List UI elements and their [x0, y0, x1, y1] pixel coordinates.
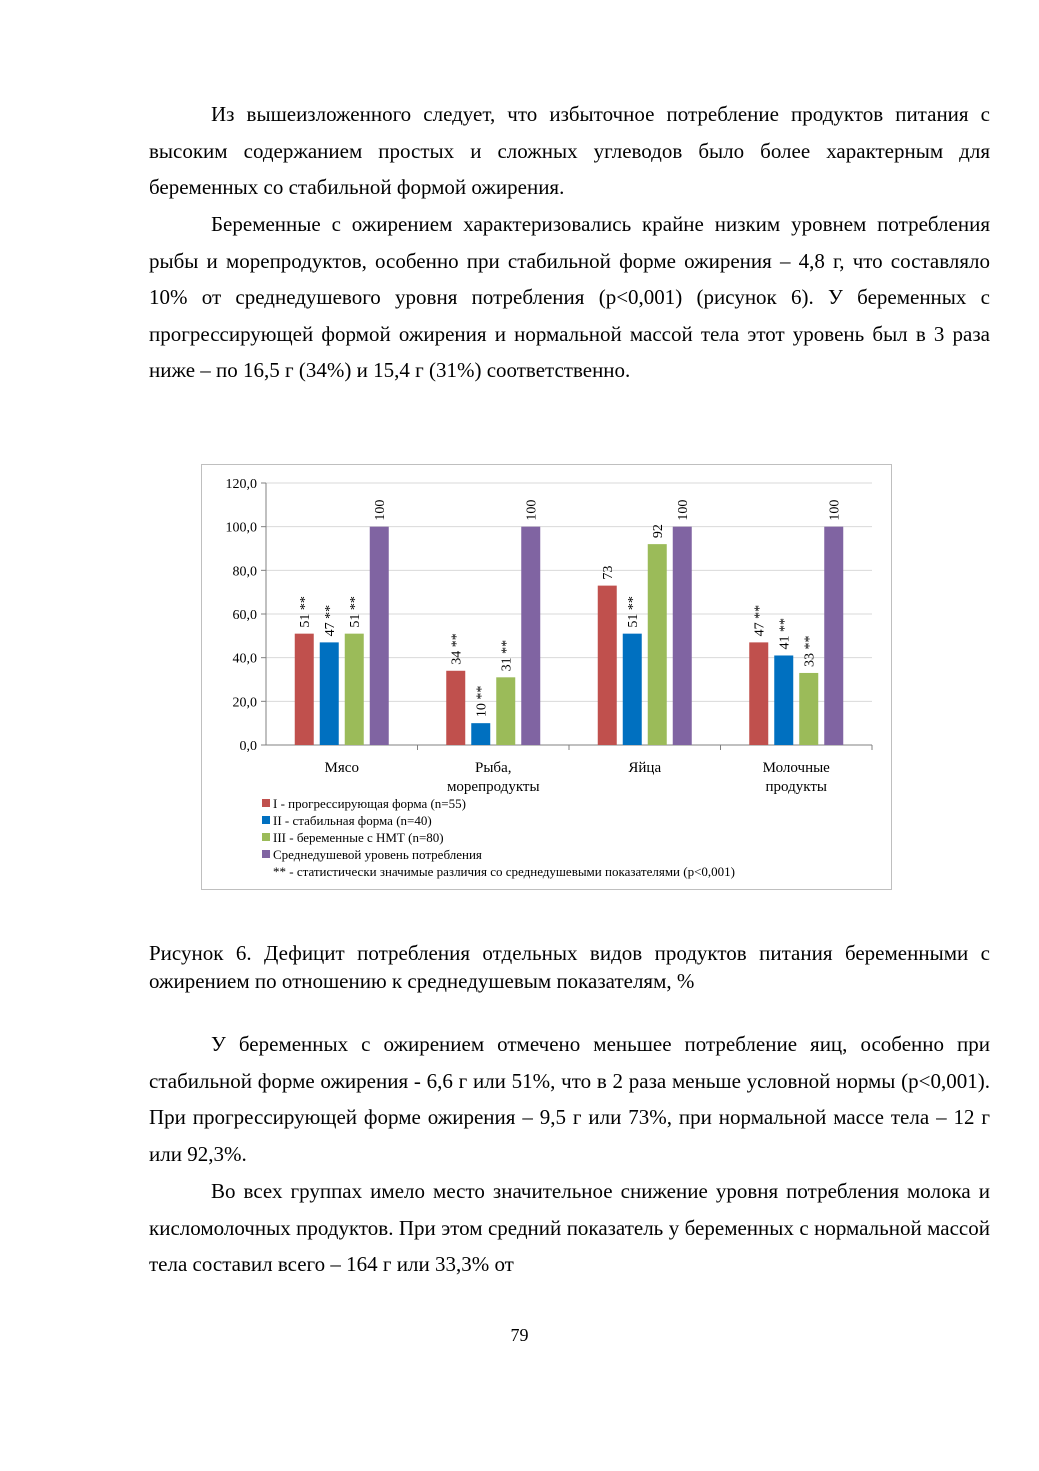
- bar: [370, 527, 389, 745]
- data-label: 73: [601, 565, 617, 580]
- data-label: 47 **: [323, 604, 339, 637]
- y-tick-label: 80,0: [232, 564, 257, 580]
- data-label: 51 **: [298, 596, 314, 628]
- legend-swatch: [262, 850, 270, 858]
- legend-note: ** - статистически значимые различия со среднедушевыми показателями (p<0,001): [273, 864, 736, 879]
- category-label: морепродукты: [446, 779, 540, 795]
- bar: [749, 642, 768, 745]
- bar: [446, 671, 465, 745]
- data-label: 33 **: [802, 635, 818, 667]
- paragraph-4: Во всех группах имело место значительное снижение уровня потребления молока и кисломолочных продуктов. При этом средний показатель у беременных с нормальной массой тела составил всего – 164 г или 33,3% от: [149, 1179, 990, 1277]
- legend-entry: I - прогрессирующая форма (n=55): [273, 796, 466, 811]
- data-label: 100: [373, 499, 389, 521]
- y-tick-label: 0,0: [239, 739, 257, 754]
- y-tick-label: 40,0: [232, 651, 257, 667]
- paragraph-2: Беременные с ожирением характеризовались крайне низким уровнем потребления рыбы и морепродуктов, особенно при стабильной форме ожирения – 4,8 г, что составляло 10% от среднедушевого уровня потребления (p<0,001) (рисунок 6). У беременных с прогрессирующей формой ожирения и нормальной массой тела этот уровень был в 3 раза ниже – по 16,5 г (34%) и 15,4 г (31%) соответственно.: [149, 212, 990, 383]
- bar: [471, 723, 490, 745]
- y-tick-label: 60,0: [232, 608, 257, 623]
- y-tick-label: 100,0: [225, 520, 257, 536]
- legend-swatch: [262, 799, 270, 807]
- category-label: Мясо: [324, 760, 359, 776]
- y-tick-label: 20,0: [232, 695, 257, 711]
- data-label: 10 **: [474, 685, 490, 718]
- data-label: 31 **: [499, 639, 515, 672]
- bar: [673, 527, 692, 745]
- data-label: 41 **: [777, 617, 793, 650]
- data-label: 51 **: [348, 596, 364, 628]
- paragraph-1: Из вышеизложенного следует, что избыточное потребление продуктов питания с высоким содержанием простых и сложных углеводов было более характерным для беременных со стабильной формой ожирения.: [149, 102, 990, 200]
- legend-entry: Среднедушевой уровень потребления: [273, 847, 482, 862]
- paragraph-3: У беременных с ожирением отмечено меньшее потребление яиц, особенно при стабильной форме ожирения - 6,6 г или 51%, что в 2 раза меньше условной нормы (p<0,001). При прогрессирующей форме ожирения – 9,5 г или 73%, при нормальной массе тела – 12 г или 92,3%.: [149, 1032, 990, 1166]
- category-label: Яйца: [628, 760, 662, 776]
- bar: [496, 677, 515, 745]
- data-label: 100: [676, 499, 692, 521]
- category-label: продукты: [765, 779, 827, 795]
- legend-swatch: [262, 833, 270, 841]
- bar: [598, 586, 617, 745]
- legend-entry: III - беременные с НМТ (n=80): [273, 830, 444, 845]
- legend-entry: II - стабильная форма (n=40): [273, 813, 432, 828]
- y-tick-label: 120,0: [225, 477, 257, 492]
- bar: [648, 544, 667, 745]
- bar: [521, 527, 540, 745]
- bar: [345, 634, 364, 745]
- bar: [295, 634, 314, 745]
- figure-caption: Рисунок 6. Дефицит потребления отдельных видов продуктов питания беременными с ожирением по отношению к среднедушевым показателям, %: [149, 941, 990, 993]
- data-label: 100: [524, 499, 540, 521]
- data-label: 92: [651, 524, 667, 539]
- data-label: 100: [827, 499, 843, 521]
- bar: [824, 527, 843, 745]
- data-label: 47 **: [752, 604, 768, 637]
- category-label: Молочные: [762, 760, 830, 776]
- data-label: 51 **: [626, 596, 642, 628]
- bar: [320, 642, 339, 745]
- bar: [774, 655, 793, 745]
- figure-6-chart: [201, 464, 892, 890]
- data-label: 34 **: [449, 633, 465, 665]
- bar-chart: [202, 465, 893, 891]
- category-label: Рыба,: [475, 760, 512, 776]
- bar: [623, 634, 642, 745]
- page-number: 79: [510, 1325, 529, 1345]
- bar: [799, 673, 818, 745]
- legend-swatch: [262, 816, 270, 824]
